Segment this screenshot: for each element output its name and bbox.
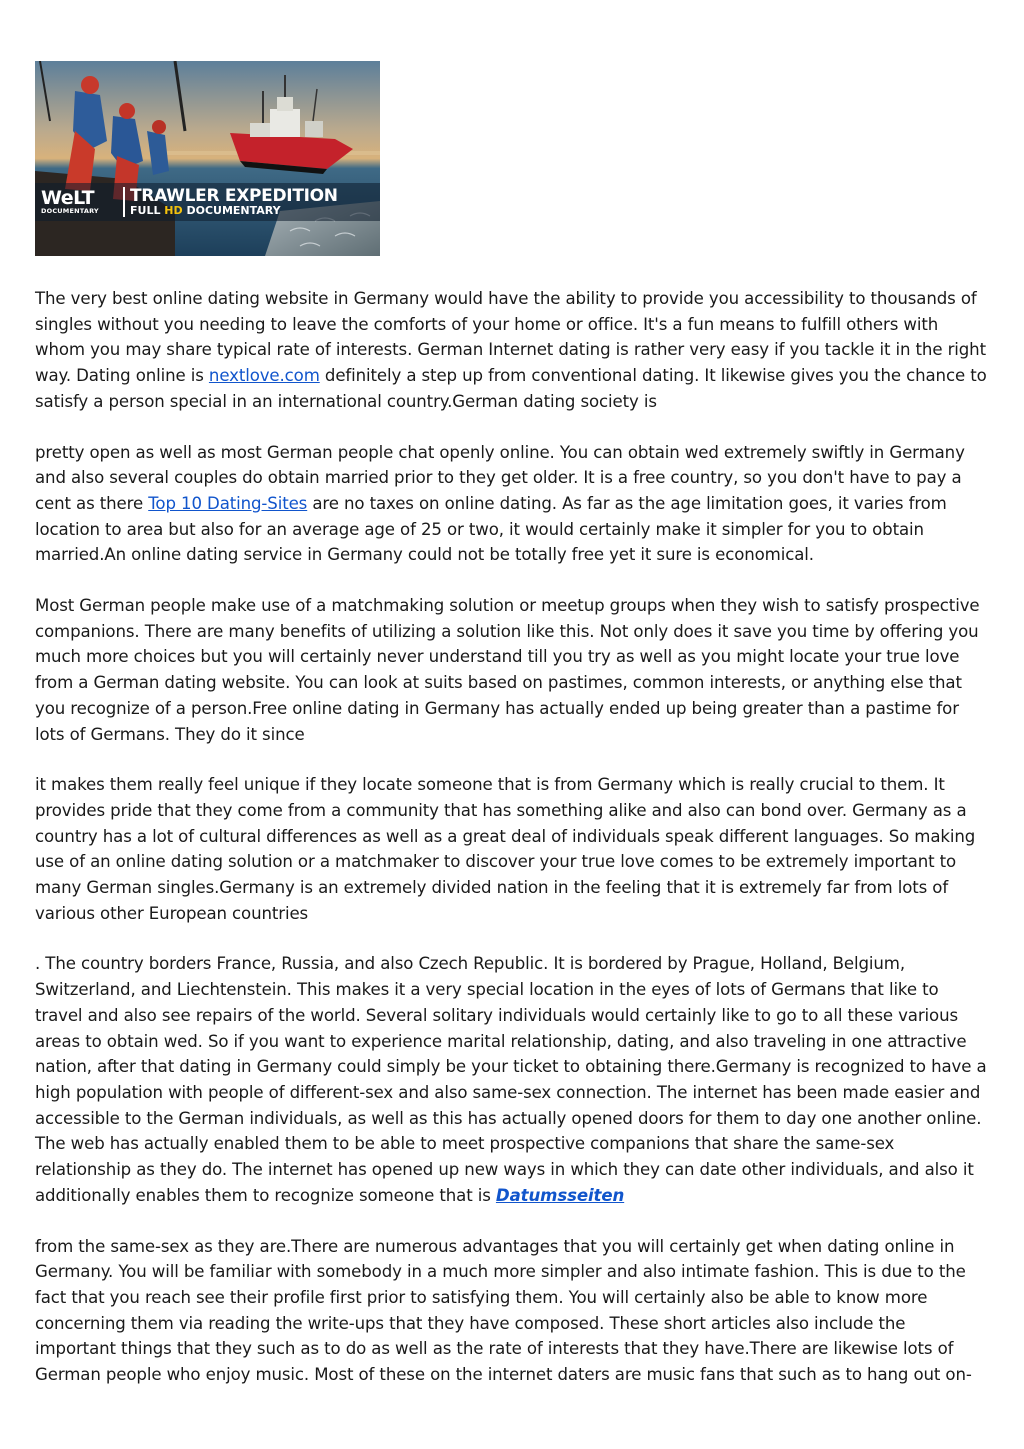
video-thumbnail-image[interactable] <box>35 61 380 256</box>
top-10-dating-sites-link[interactable]: Top 10 Dating-Sites <box>148 493 308 513</box>
title-sub-hd: HD <box>164 204 183 217</box>
video-title <box>130 187 338 217</box>
paragraph-text: are no taxes on online dating. As far as the age limitation goes, it varies from location to area but also for an average age of 25 or two, it would certainly make it simpler for you to obtain married.An online dating service in Germany could not be totally free yet it sure is economical. <box>35 493 947 565</box>
paragraph <box>35 772 990 926</box>
paragraph <box>35 440 990 569</box>
paragraph-text: . The country borders France, Russia, and also Czech Republic. It is bordered by Prague, Holland, Belgium, Switzerland, and Liechtenstein. This makes it a very special location in the eyes of lots of Germans that like to travel and also see repairs of the world. Several solitary individuals would certainly like to go to all these various areas to obtain wed. So if you want to experience marital relationship, dating, and also traveling in one attractive nation, after that dating in Germany could simply be your ticket to obtaining there.Germany is recognized to have a high population with people of different-sex and also same-sex connection. The internet has been made easier and accessible to the German individuals, as well as this has actually opened doors for them to day one another online. The web has actually enabled them to be able to meet prospective companions that share the same-sex relationship as they do. The internet has opened up new ways in which they can date other individuals, and also it additionally enables them to recognize someone that is <box>35 954 987 1205</box>
paragraph <box>35 951 990 1208</box>
welt-sub-label: DOCUMENTARY <box>41 207 99 215</box>
paragraph-text: definitely a step up from conventional dating. It likewise gives you the chance to satisfy a person special in an international country.German dating society is <box>35 366 987 411</box>
paragraph-text: Most German people make use of a matchmaking solution or meetup groups when they wish to satisfy prospective companions. There are many benefits of utilizing a solution like this. Not only does it save you time by offering you much more choices but you will certainly never understand till you try as well as you might locate your true love from a German dating website. You can look at suits based on pastimes, common interests, or anything else that you recognize of a person.Free online dating in Germany has actually ended up being greater than a pastime for lots of Germans. They do it since <box>35 596 980 744</box>
datumsseiten-link[interactable]: Datumsseiten <box>495 1185 625 1205</box>
paragraph <box>35 286 990 415</box>
thumbnail-banner <box>35 186 380 218</box>
title-sub-prefix: FULL <box>130 204 165 217</box>
paragraph-text: pretty open as well as most German people chat openly online. You can obtain wed extremely swiftly in Germany and also several couples do obtain married prior to they get older. It is a free country, so you don't have to pay a cent as there <box>35 442 965 513</box>
trawler-scene-illustration <box>35 61 380 256</box>
article-body <box>35 286 990 1413</box>
nextlove-link[interactable]: nextlove.com <box>208 366 320 386</box>
paragraph-text: it makes them really feel unique if they locate someone that is from Germany which is really crucial to them. It provides pride that they come from a community that has something alike and also can bond over. Germany as a country has a lot of cultural differences as well as a great deal of individuals speak different languages. So making use of an online dating solution or a matchmaker to discover your true love comes to be extremely important to many German singles.Germany is an extremely divided nation in the feeling that it is extremely far from lots of various other European countries <box>35 775 976 923</box>
video-title-main: TRAWLER EXPEDITION <box>130 186 338 206</box>
title-sub-suffix: DOCUMENTARY <box>182 204 281 217</box>
banner-divider <box>123 187 125 217</box>
paragraph-text: from the same-sex as they are.There are numerous advantages that you will certainly get when dating online in Germany. You will be familiar with somebody in a much more simpler and also intimate fashion. This is due to the fact that you reach see their profile first prior to satisfying them. You will certainly also be able to know more concerning them via reading the write-ups that they have composed. These short articles also include the important things that they such as to do as well as the rate of interests that they have.There are likewise lots of German people who enjoy music. Most of these on the internet daters are music fans that such as to hang out on- <box>35 1236 972 1385</box>
document-page <box>35 61 990 1385</box>
paragraph <box>35 1234 990 1388</box>
video-title-sub <box>130 205 338 217</box>
paragraph <box>35 593 990 747</box>
welt-logo: WeLT <box>41 187 95 209</box>
paragraph-text: The very best online dating website in Germany would have the ability to provide you accessibility to thousands of singles without you needing to leave the comforts of your home or office. It's a fun means to fulfill others with whom you may share typical rate of interests. German Internet dating is rather very easy if you tackle it in the right way. Dating online is <box>35 289 986 386</box>
welt-brand <box>35 189 121 215</box>
